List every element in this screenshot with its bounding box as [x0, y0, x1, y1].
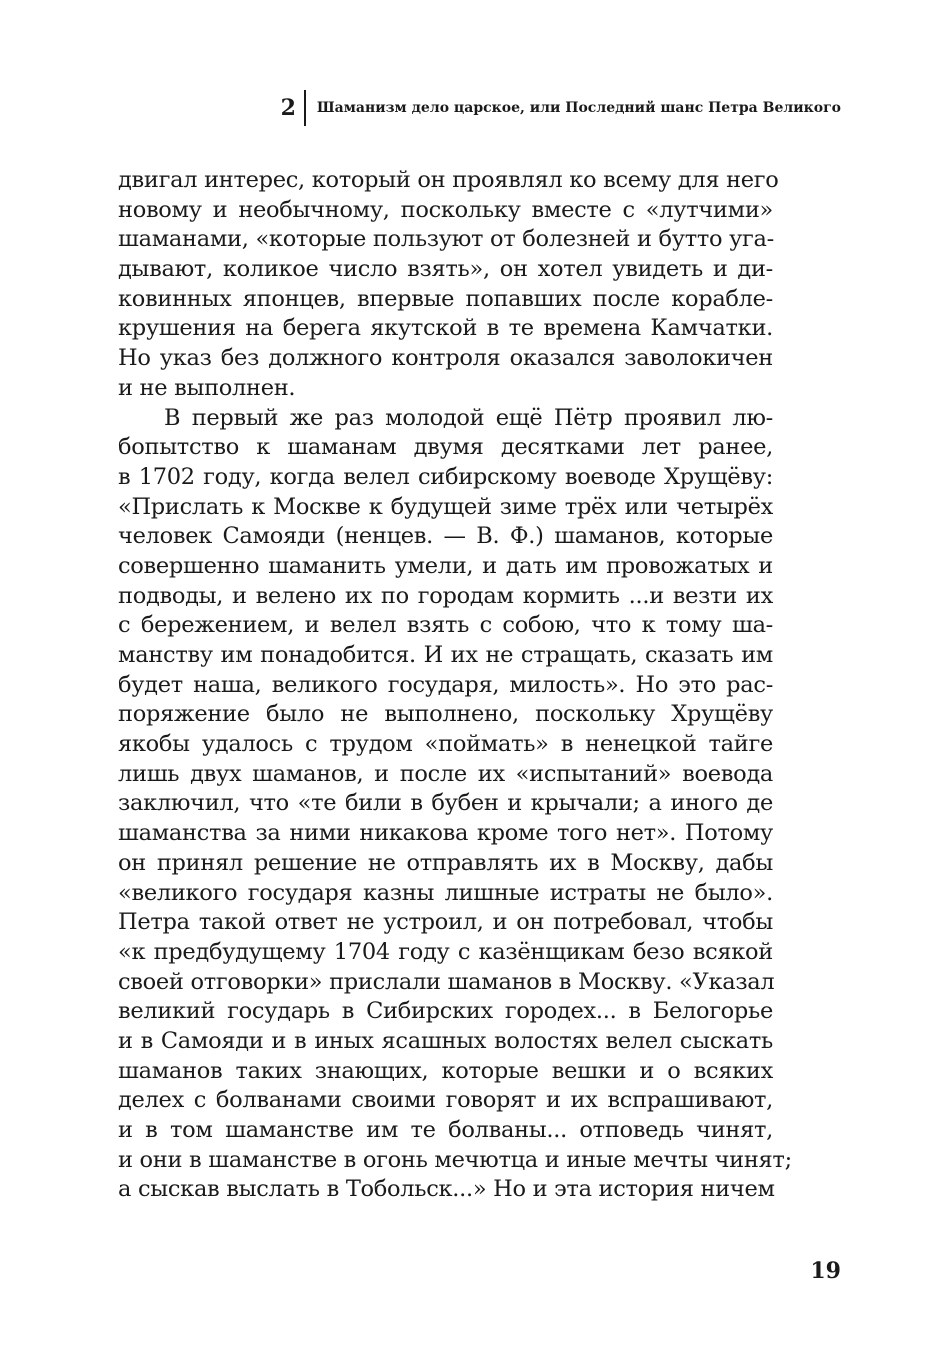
text-line: с бережением, и велел взять с собою, что к тому ша-: [118, 612, 773, 639]
text-line: человек Самояди (ненцев. — В. Ф.) шаманов, которые: [118, 523, 773, 550]
text-line: «великого государя казны лишные истраты не было».: [118, 879, 773, 906]
text-line: и они в шаманстве в огонь мечютца и иные мечты чинят;: [118, 1146, 792, 1173]
text-line: Петра такой ответ не устроил, и он потребовал, чтобы: [118, 909, 773, 936]
text-line: великий государь в Сибирских городех... в Белогорье: [118, 998, 773, 1025]
text-line: шаманами, «которые пользуют от болезней и бутто уга-: [118, 226, 774, 253]
text-line: в 1702 году, когда велел сибирскому воеводе Хрущёву:: [118, 463, 773, 490]
page-number: 19: [810, 1258, 841, 1284]
running-head: [281, 90, 841, 126]
text-line: подводы, и велено их по городам кормить ...и везти их: [118, 582, 773, 609]
text-line: а сыскав выслать в Тобольск...» Но и эта история ничем: [118, 1176, 775, 1203]
text-line: он принял решение не отправлять их в Москву, дабы: [118, 849, 773, 876]
text-line: заключил, что «те били в бубен и крычали; а иного де: [118, 790, 773, 817]
text-line: своей отговорки» прислали шаманов в Москву. «Указал: [118, 968, 775, 995]
running-title: Шаманизм дело царское, или Последний шанс Петра Великого: [316, 100, 841, 116]
text-line: «к предбудущему 1704 году с казёнщикам безо всякой: [118, 938, 773, 965]
text-line: лишь двух шаманов, и после их «испытаний» воевода: [118, 760, 773, 787]
text-line: делех с болванами своими говорят и их вспрашивают,: [118, 1087, 773, 1114]
text-line: поряжение было не выполнено, поскольку Хрущёву: [118, 701, 773, 728]
body-text: [118, 166, 792, 1205]
text-line: двигал интерес, который он проявлял ко всему для него: [118, 167, 779, 193]
text-line: «Прислать к Москве к будущей зиме трёх или четырёх: [118, 493, 773, 520]
text-line: и не выполнен.: [118, 374, 296, 401]
text-line: новому и необычному, поскольку вместе с «лутчими»: [118, 196, 773, 223]
text-line: совершенно шаманить умели, и дать им провожатых и: [118, 552, 773, 579]
text-line: крушения на берега якутской в те времена Камчатки.: [118, 315, 773, 342]
text-line: манству им понадобится. И их не стращать, сказать им: [118, 642, 773, 668]
paragraph-first-line: В первый же раз молодой ещё Пётр проявил лю-: [164, 404, 773, 431]
text-line: будет наша, великого государя, милость». Но это рас-: [118, 671, 773, 698]
text-line: Но указ без должного контроля оказался заволокичен: [118, 345, 773, 372]
text-line: шаманов таких знающих, которые вешки и о всяких: [118, 1057, 773, 1084]
text-line: бопытство к шаманам двумя десятками лет ранее,: [118, 434, 773, 461]
text-line: и в Самояди и в иных ясашных волостях велел сыскать: [118, 1027, 773, 1054]
chapter-number: 2: [280, 95, 296, 121]
text-line: дывают, коликое число взять», он хотел увидеть и ди-: [118, 256, 773, 283]
text-line: якобы удалось с трудом «поймать» в ненецкой тайге: [118, 731, 773, 758]
text-line: шаманства за ними никакова кроме того нет». Потому: [118, 820, 773, 847]
text-line: и в том шаманстве им те болваны... отповедь чинят,: [118, 1117, 773, 1143]
text-line: ковинных японцев, впервые попавших после корабле-: [118, 285, 773, 312]
